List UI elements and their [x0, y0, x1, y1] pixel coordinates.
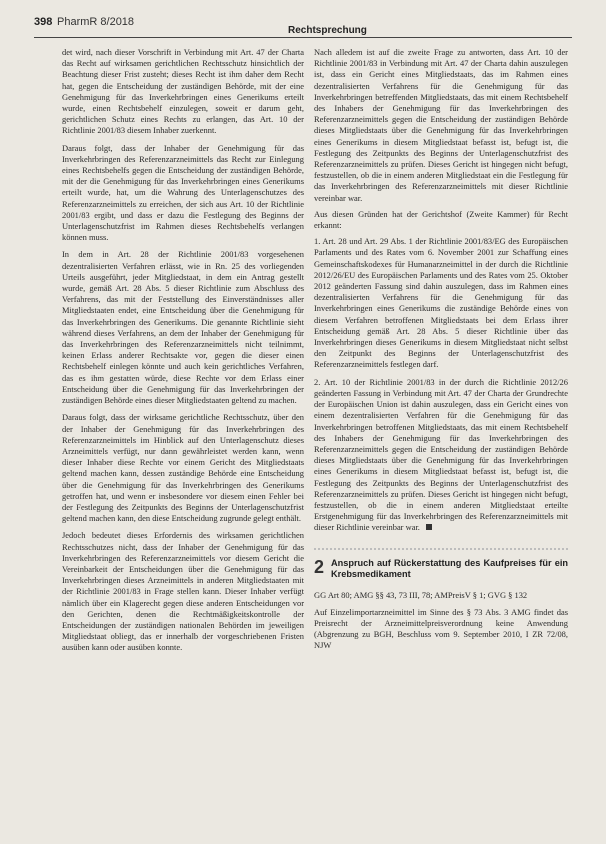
case-number: 2: [314, 556, 325, 577]
paragraph: Daraus folgt, dass der Inhaber der Genehmigung für das Inverkehrbringen des Referenzarzneimittels das Recht zur Einlegung eines Rechtsbehelfs gegen die Entscheidung der zuständigen Behörde, mit der die Genehmigung für das Inverkehrbringen eines Generikums erteilt wurde, hat, um die Wahrung des Unterlagenschutzes des Referenzarzneimittels zu erreichen, der sich aus Art. 10 der Richtlinie 2001/83 ergibt, und dass er dazu die Festlegung des Beginns der Unterlagenschutzfrist im Rahmen dieses Rechtsbehelfs verlangen können muss.: [62, 142, 304, 243]
ruling-point-2: [314, 377, 568, 534]
case-title: Anspruch auf Rückerstattung des Kaufpreises für ein Krebsmedikament: [331, 557, 568, 579]
left-column: [62, 47, 304, 660]
case-heading: [314, 558, 568, 580]
paragraph: Jedoch bedeutet dieses Erfordernis des wirksamen gerichtlichen Rechtsschutzes nicht, dass der Inhaber der Genehmigung für das Inverkehrbringen des Referenzarzneimittels vor diesem Gericht die Vereinbarkeit der Entscheidungen über die Genehmigung für das Inverkehrbringen dieses Arzneimittels in anderen Mitgliedstaaten mit der Richtlinie 2001/83 in Frage stellen kann. Dieser Inhaber verfügt nämlich über ein Klagerecht gegen diese anderen Entscheidungen vor den Gerichten, denen die Rechtmäßigkeitskontrolle der Entscheidungen der zuständigen nationalen Behörden im jeweiligen Mitgliedstaat obliegt, das er innerhalb der vorgeschriebenen Fristen ausüben kann oder ausüben konnte.: [62, 530, 304, 653]
paragraph: Aus diesen Gründen hat der Gerichtshof (Zweite Kammer) für Recht erkannt:: [314, 208, 568, 231]
ruling-point-2-text: 2. Art. 10 der Richtlinie 2001/83 in der durch die Richtlinie 2012/26 geänderten Fassung in Verbindung mit Art. 47 der Charta der Grundrechte der Europäischen Union ist dahin auszulegen, dass ein Gericht eines von einem dezentralisierten Verfahren für die Genehmigung für das Inverkehrbringen betroffenen Mitgliedstaats, das mit einem Rechtsbehelf des Inhabers der Genehmigung für das Inverkehrbringen des Referenzarzneimittels gegen die Entscheidung der zuständigen Behörde dieses Mitgliedstaats über die Genehmigung für das Inverkehrbringen eines Generikums in diesem Mitgliedstaat befasst ist, befugt ist, die Festlegung des Zeitpunkts des Beginns der Unterlagenschutzfrist des Referenzarzneimittels zu prüfen. Dieses Gericht ist hingegen nicht befugt, festzustellen, ob die in einem anderen Mitgliedstaat erteilte Erstgenehmigung für das Inverkehrbringen des Referenzarzneimittels mit dieser Richtlinie vereinbar war.: [314, 376, 568, 533]
paragraph: Daraus folgt, dass der wirksame gerichtliche Rechtsschutz, über den der Inhaber der Genehmigung für das Inverkehrbringen des Referenzarzneimittels im Hinblick auf den Unterlagenschutz dieses Arzneimittels verfügt, nur dann gewährleistet werden kann, wenn dieser Inhaber diese Rechte vor einem Gericht des Mitgliedstaats geltend machen kann, dessen zuständige Behörde eine Entscheidung über die Genehmigung für das Inverkehrbringen des Generikums getroffen hat, und wenn er insbesondere vor diesem einen Fehler bei der Festlegung des Zeitpunkts des Beginns der Unterlagenschutzfrist geltend machen kann, den diese Entscheidung zugrunde gelegt enthält.: [62, 412, 304, 524]
header-rule: [34, 37, 572, 38]
journal-title: PharmR 8/2018: [57, 16, 135, 28]
right-column: [314, 47, 568, 658]
section-title: Rechtsprechung: [284, 25, 371, 36]
case-norms: GG Art 80; AMG §§ 43, 73 III, 78; AMPreisV § 1; GVG § 132: [314, 589, 528, 600]
case-divider: [314, 548, 568, 550]
paragraph: In dem in Art. 28 der Richtlinie 2001/83 vorgesehenen dezentralisierten Verfahren erlässt, wie in Rn. 25 des vorliegenden Urteils ausgeführt, jeder Mitgliedstaat, in dem ein Antrag gestellt wurde, gemäß Art. 28 Abs. 5 dieser Richtlinie zum Abschluss des Verfahrens, das mit der Feststellung des Einverständnisses aller Mitgliedstaaten endet, eine Entscheidung über die Genehmigung für das Inverkehrbringen des Generikums. Die genannte Richtlinie sieht während dieses Verfahrens, an dem der Inhaber der Genehmigung für das Inverkehrbringen des Referenzarzneimittels nicht teilnimmt, keinen Erlass anderer Rechtsakte vor, gegen die dieser einen Rechtsbehelf einlegen könnte und auch kein gerichtliches Verfahren, das es ihm gestatten würde, diese Rechte vor dem Erlass einer Entscheidung über die Genehmigung für das Inverkehrbringen der zuständigen Behörde eines dieser Mitgliedstaaten geltend zu machen.: [62, 249, 304, 406]
end-of-article-mark: [426, 524, 432, 530]
paragraph: det wird, nach dieser Vorschrift in Verbindung mit Art. 47 der Charta das Recht auf wirksamen gerichtlichen Rechtsschutz hinsichtlich der Beachtung dieser Frist zusteht; dieses Recht ist ihm daher dem Recht hat, gegen die Entscheidung der zuständigen Behörde, mit der eine Genehmigung für das Inverkehrbringen eines Generikums erteilt wurde, einen Rechtsbehelf einzulegen, soweit er darum geht, gerichtlichen Schutz eines Rechts zu erlangen, das Art. 10 der Richtlinie 2001/83 diesem Inhaber zuerkennt.: [62, 47, 304, 136]
paragraph: Nach alledem ist auf die zweite Frage zu antworten, dass Art. 10 der Richtlinie 2001/83 in Verbindung mit Art. 47 der Charta dahin auszulegen ist, dass ein Gericht eines Mitgliedstaats, das im Rahmen eines dezentralisierten Verfahrens für die Genehmigung für das Inverkehrbringen betreffenden Mitgliedstaats, das mit einem Rechtsbehelf des Inhabers der Genehmigung für das Inverkehrbringen des Referenzarzneimittels gegen die Entscheidung der zuständigen Behörde dieses Mitgliedstaats über die Genehmigung für das Inverkehrbringen eines Generikums in diesem Mitgliedstaat befasst ist, befugt ist, die Festlegung des Zeitpunkts des Beginns der Unterlagenschutzfrist des Referenzarzneimittels zu prüfen. Dieses Gericht ist hingegen nicht befugt, festzustellen, ob die in einem anderen Mitgliedstaat ein die Festlegung für das Inverkehrbringen des Referenzarzneimittels mit dieser Richtlinie vereinbar war.: [314, 47, 568, 203]
page-number: 398: [34, 16, 53, 28]
ruling-point-1: 1. Art. 28 und Art. 29 Abs. 1 der Richtlinie 2001/83/EG des Europäischen Parlaments und des Rates vom 6. November 2001 zur Schaffung eines Gemeinschaftskodexes für Humanarzneimittel in der durch die Richtlinie 2012/26/EU des Europäischen Parlaments und des Rates vom 25. Oktober 2012 geänderten Fassung sind dahin auszulegen, dass im Rahmen eines dezentralisierten Verfahrens für die Genehmigung für das Inverkehrbringen eines Generikums die zuständige Behörde eines von diesem Verfahren betroffenen Mitgliedstaats bei dem Erlass ihrer Entscheidung gemäß Art. 28 Abs. 5 dieser Richtlinie über das Inverkehrbringen dieses Generikums in diesem Mitgliedstaat nicht selbst den Zeitpunkt des Beginns der Unterlagenschutzfrist des Referenzarzneimittels festlegen darf.: [314, 236, 568, 370]
case-headnote: Auf Einzelimportarzneimittel im Sinne des § 73 Abs. 3 AMG findet das Preisrecht der Arzneimittelpreisverordnung keine Anwendung (Abgrenzung zu BGH, Beschluss vom 9. September 2010, I ZR 72/08, NJW: [314, 606, 568, 651]
